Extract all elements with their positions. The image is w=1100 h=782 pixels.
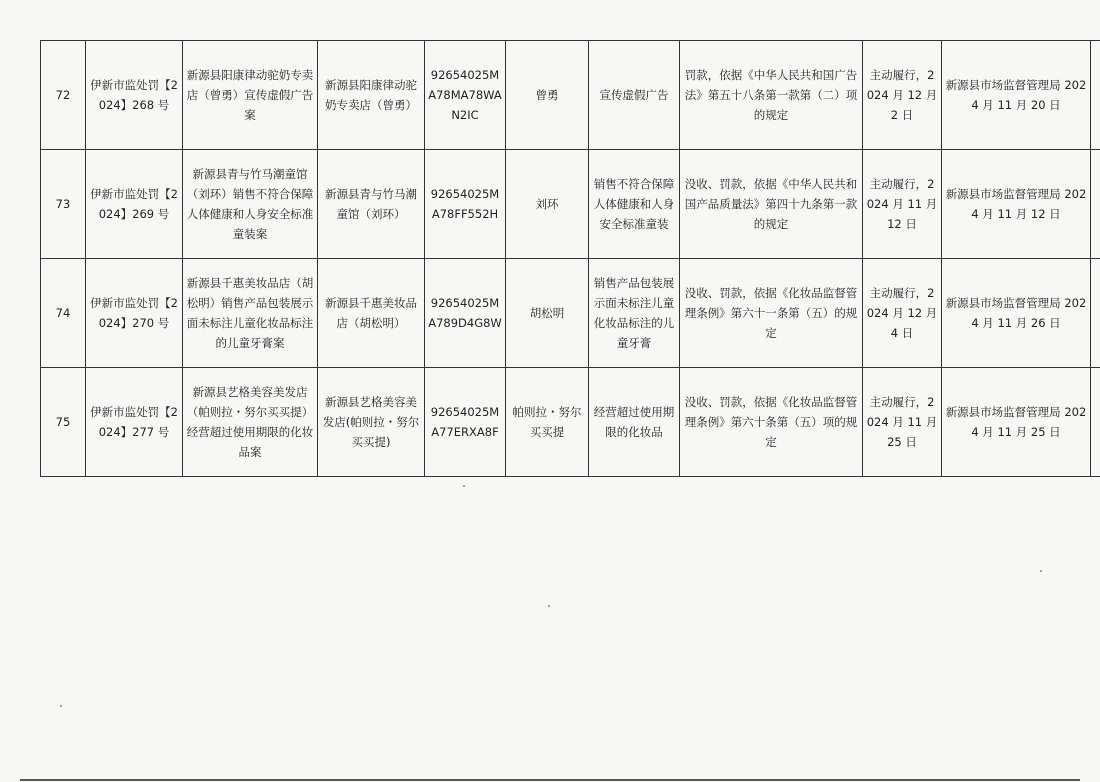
authority-and-date-cell: 新源县市场监督管理局 2024 月 11 月 26 日 [942,259,1091,368]
scan-speck [548,605,550,607]
remarks-cell [1091,368,1100,477]
record-number-cell: 75 [41,368,86,477]
authority-and-date-cell: 新源县市场监督管理局 2024 月 11 月 20 日 [942,41,1091,150]
scan-speck [60,705,62,707]
case-name-cell: 新源县千惠美妆品店（胡松明）销售产品包装展示面未标注儿童化妆品标注的儿童牙膏案 [183,259,318,368]
credit-code-cell: 92654025MA77ERXA8F [425,368,506,477]
decision-number-cell: 伊新市监处罚【2024】270 号 [86,259,183,368]
decision-number-cell: 伊新市监处罚【2024】277 号 [86,368,183,477]
performance-status-cell: 主动履行，2024 月 12 月 4 日 [863,259,942,368]
credit-code-cell: 92654025MA789D4G8W [425,259,506,368]
remarks-cell [1091,150,1100,259]
penalty-basis-cell: 没收、罚款，依据《化妆品监督管理条例》第六十一条第（五）的规定 [680,259,863,368]
party-name-cell: 新源县青与竹马潮童馆（刘环） [318,150,425,259]
record-number-cell: 73 [41,150,86,259]
scan-speck [1040,570,1042,572]
case-name-cell: 新源县阳康律动驼奶专卖店（曾勇）宣传虚假广告案 [183,41,318,150]
legal-representative-cell: 帕则拉・努尔买买提 [506,368,589,477]
credit-code-cell: 92654025MA78FF552H [425,150,506,259]
authority-and-date-cell: 新源县市场监督管理局 2024 月 11 月 25 日 [942,368,1091,477]
legal-representative-cell: 胡松明 [506,259,589,368]
penalty-records-table [40,40,1100,477]
authority-and-date-cell: 新源县市场监督管理局 2024 月 11 月 12 日 [942,150,1091,259]
case-name-cell: 新源县艺格美容美发店（帕则拉・努尔买买提）经营超过使用期限的化妆品案 [183,368,318,477]
violation-fact-cell: 宣传虚假广告 [589,41,680,150]
penalty-basis-cell: 罚款，依据《中华人民共和国广告法》第五十八条第一款第（二）项的规定 [680,41,863,150]
page-bottom-edge [20,779,1080,781]
party-name-cell: 新源县艺格美容美发店(帕则拉・努尔买买提) [318,368,425,477]
remarks-cell [1091,259,1100,368]
performance-status-cell: 主动履行，2024 月 11 月 25 日 [863,368,942,477]
case-name-cell: 新源县青与竹马潮童馆（刘环）销售不符合保障人体健康和人身安全标准童装案 [183,150,318,259]
table-body [41,41,1100,477]
table-row [41,259,1100,368]
penalty-basis-cell: 没收、罚款，依据《化妆品监督管理条例》第六十条第（五）项的规定 [680,368,863,477]
record-number-cell: 72 [41,41,86,150]
party-name-cell: 新源县阳康律动驼奶专卖店（曾勇） [318,41,425,150]
record-number-cell: 74 [41,259,86,368]
decision-number-cell: 伊新市监处罚【2024】268 号 [86,41,183,150]
penalty-basis-cell: 没收、罚款，依据《中华人民共和国产品质量法》第四十九条第一款的规定 [680,150,863,259]
violation-fact-cell: 经营超过使用期限的化妆品 [589,368,680,477]
performance-status-cell: 主动履行，2024 月 11 月 12 日 [863,150,942,259]
legal-representative-cell: 刘环 [506,150,589,259]
decision-number-cell: 伊新市监处罚【2024】269 号 [86,150,183,259]
table-row [41,41,1100,150]
table-row [41,150,1100,259]
violation-fact-cell: 销售不符合保障人体健康和人身安全标准童装 [589,150,680,259]
remarks-cell [1091,41,1100,150]
party-name-cell: 新源县千惠美妆品店（胡松明） [318,259,425,368]
credit-code-cell: 92654025MA78MA78WAN2IC [425,41,506,150]
scan-speck [463,485,465,487]
legal-representative-cell: 曾勇 [506,41,589,150]
violation-fact-cell: 销售产品包装展示面未标注儿童化妆品标注的儿童牙膏 [589,259,680,368]
table-row [41,368,1100,477]
performance-status-cell: 主动履行，2024 月 12 月 2 日 [863,41,942,150]
